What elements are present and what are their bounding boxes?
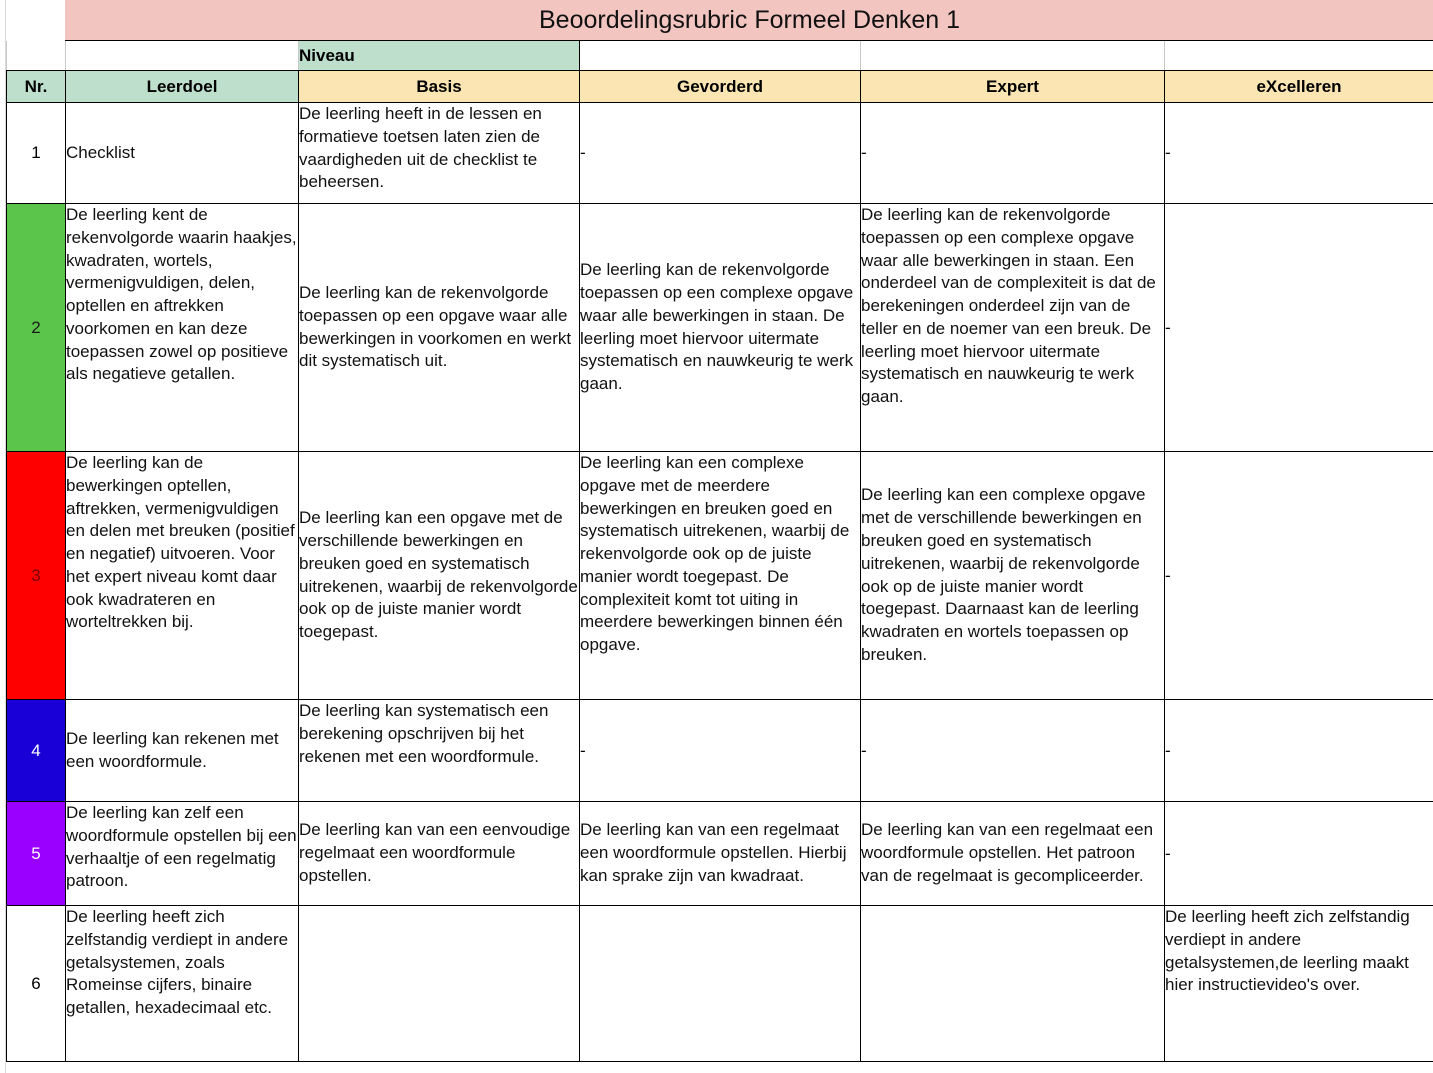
cell-excelleren: - (1165, 452, 1433, 700)
cell-gevorderd: De leerling kan van een regelmaat een woordformule opstellen. Hierbij kan sprake zijn van kwadraat. (580, 802, 861, 906)
table-row (7, 452, 1433, 700)
table-row (7, 906, 1433, 1062)
cell-gevorderd (580, 906, 861, 1062)
cell-leerdoel: Checklist (66, 103, 299, 204)
cell-excelleren: - (1165, 700, 1433, 802)
cell-basis: De leerling heeft in de lessen en formatieve toetsen laten zien de vaardigheden uit de checklist te beheersen. (299, 103, 580, 204)
table-row (7, 204, 1433, 452)
table-row (7, 700, 1433, 802)
cell-basis: De leerling kan systematisch een berekening opschrijven bij het rekenen met een woordformule. (299, 700, 580, 802)
cell-expert: De leerling kan de rekenvolgorde toepassen op een complexe opgave waar alle bewerkingen in staan. Een onderdeel van de complexiteit is dat de berekeningen onderdeel zijn van de teller en de noemer van een breuk. De leerling moet hiervoor uitermate systematisch en nauwkeurig te werk gaan. (861, 204, 1165, 452)
page-title: Beoordelingsrubric Formeel Denken 1 (66, 1, 1433, 41)
table-row (7, 802, 1433, 906)
niveau-blank-leerdoel (66, 41, 299, 71)
title-row (7, 1, 1433, 41)
row-number-cell: 4 (7, 700, 66, 802)
cell-leerdoel: De leerling heeft zich zelfstandig verdiept in andere getalsystemen, zoals Romeinse cijfers, binaire getallen, hexadecimaal etc. (66, 906, 299, 1062)
title-left-spacer (7, 1, 66, 41)
column-header-leerdoel: Leerdoel (66, 71, 299, 103)
cell-basis: De leerling kan van een eenvoudige regelmaat een woordformule opstellen. (299, 802, 580, 906)
cell-expert: - (861, 700, 1165, 802)
niveau-empty-excelleren (1165, 41, 1433, 71)
cell-expert: - (861, 103, 1165, 204)
column-header-expert: Expert (861, 71, 1165, 103)
niveau-label: Niveau (299, 41, 580, 71)
niveau-empty-gevorderd (580, 41, 861, 71)
cell-gevorderd: - (580, 700, 861, 802)
cell-basis (299, 906, 580, 1062)
cell-expert: De leerling kan een complexe opgave met de verschillende bewerkingen en breuken goed en systematisch uitrekenen, waarbij de rekenvolgorde ook op de juiste manier wordt toegepast. Daarnaast kan de leerling kwadraten en wortels toepassen op breuken. (861, 452, 1165, 700)
cell-basis: De leerling kan een opgave met de verschillende bewerkingen en breuken goed en systematisch uitrekenen, waarbij de rekenvolgorde ook op de juiste manier wordt toegepast. (299, 452, 580, 700)
cell-leerdoel: De leerling kan rekenen met een woordformule. (66, 700, 299, 802)
column-header-gevorderd: Gevorderd (580, 71, 861, 103)
row-number-cell: 2 (7, 204, 66, 452)
row-number-cell: 6 (7, 906, 66, 1062)
cell-basis: De leerling kan de rekenvolgorde toepassen op een opgave waar alle bewerkingen in voorkomen en werkt dit systematisch uit. (299, 204, 580, 452)
niveau-blank-nr (7, 41, 66, 71)
cell-gevorderd: De leerling kan een complexe opgave met de meerdere bewerkingen en breuken goed en systematisch uitrekenen, waarbij de rekenvolgorde ook op de juiste manier wordt toegepast. De complexiteit komt tot uiting in meerdere bewerkingen binnen één opgave. (580, 452, 861, 700)
cell-excelleren: De leerling heeft zich zelfstandig verdiept in andere getalsystemen,de leerling maakt hier instructievideo's over. (1165, 906, 1433, 1062)
cell-gevorderd: - (580, 103, 861, 204)
row-number-cell: 3 (7, 452, 66, 700)
cell-leerdoel: De leerling kan de bewerkingen optellen, aftrekken, vermenigvuldigen en delen met breuken (positief en negatief) uitvoeren. Voor het expert niveau komt daar ook kwadrateren en worteltrekken bij. (66, 452, 299, 700)
cell-expert: De leerling kan van een regelmaat een woordformule opstellen. Het patroon van de regelmaat is gecompliceerder. (861, 802, 1165, 906)
rubric-table (6, 0, 1433, 1062)
cell-leerdoel: De leerling kent de rekenvolgorde waarin haakjes, kwadraten, wortels, vermenigvuldigen, delen, optellen en aftrekken voorkomen en kan deze toepassen zowel op positieve als negatieve getallen. (66, 204, 299, 452)
cell-excelleren: - (1165, 204, 1433, 452)
cell-gevorderd: De leerling kan de rekenvolgorde toepassen op een complexe opgave waar alle bewerkingen in staan. De leerling moet hiervoor uitermate systematisch en nauwkeurig te werk gaan. (580, 204, 861, 452)
cell-excelleren: - (1165, 103, 1433, 204)
row-number-cell: 5 (7, 802, 66, 906)
cell-leerdoel: De leerling kan zelf een woordformule opstellen bij een verhaaltje of een regelmatig patroon. (66, 802, 299, 906)
row-number-cell: 1 (7, 103, 66, 204)
niveau-row (7, 41, 1433, 71)
niveau-empty-expert (861, 41, 1165, 71)
column-header-basis: Basis (299, 71, 580, 103)
column-header-row (7, 71, 1433, 103)
column-header-nr: Nr. (7, 71, 66, 103)
column-header-excelleren: eXcelleren (1165, 71, 1433, 103)
cell-expert (861, 906, 1165, 1062)
cell-excelleren: - (1165, 802, 1433, 906)
table-row (7, 103, 1433, 204)
